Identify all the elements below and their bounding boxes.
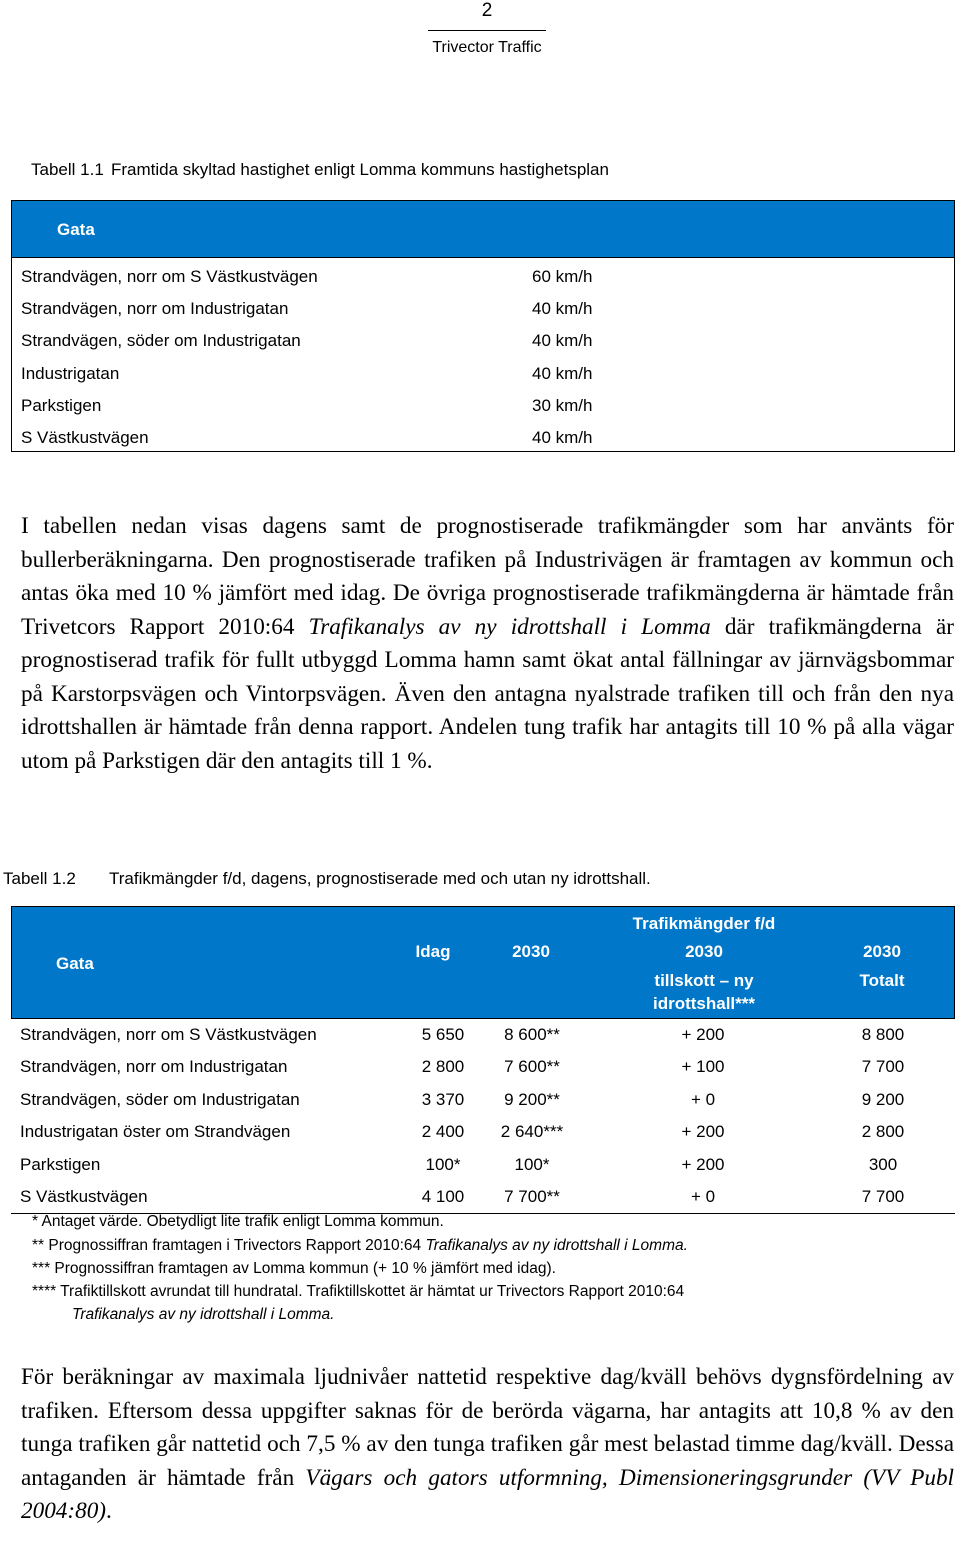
y2030-cell: 2 640*** (500, 1122, 564, 1141)
idag-cell: 5 650 (421, 1025, 465, 1044)
table-row (12, 325, 954, 357)
speed-table-header (12, 201, 954, 258)
footnote-text: ** Prognossiffran framtagen i Trivectors Rapport 2010:64 (32, 1237, 426, 1254)
tillskott-cell: + 200 (681, 1155, 725, 1174)
table2-caption-text: Trafikmängder f/d, dagens, prognostiserade med och utan ny idrottshall. (109, 869, 651, 888)
tillskott-cell: + 200 (681, 1025, 725, 1044)
idag-cell: 3 370 (421, 1090, 465, 1109)
footnote-report-title: Trafikanalys av ny idrottshall i Lomma. (72, 1306, 335, 1323)
column-header-total: Totalt (859, 971, 905, 990)
street-cell: Parkstigen (20, 1155, 101, 1174)
column-header-idag: Idag (415, 942, 451, 961)
footnote-2 (32, 1237, 688, 1255)
total-cell: 2 800 (861, 1122, 905, 1141)
reference-title: Vägars och gators utformning, Dimensioneringsgrunder (VV Publ 2004:80) (21, 1464, 954, 1524)
footnote-3: *** Prognossiffran framtagen av Lomma kommun (+ 10 % jämfört med idag). (32, 1260, 556, 1277)
street-cell: Industrigatan (21, 364, 120, 383)
tillskott-cell: + 0 (690, 1090, 716, 1109)
speed-cell: 40 km/h (532, 364, 593, 383)
street-cell: S Västkustvägen (21, 428, 149, 447)
report-title: Trafikanalys av ny idrottshall i Lomma (308, 613, 711, 640)
street-cell: Strandvägen, norr om S Västkustvägen (21, 267, 318, 286)
table-row (11, 1181, 955, 1213)
table-row (11, 1051, 955, 1083)
total-cell: 7 700 (861, 1187, 905, 1206)
table-row (11, 1149, 955, 1181)
footnote-4: **** Trafiktillskott avrundat till hundratal. Trafiktillskottet är hämtat ur Trivectors Rapport 2010:64 (32, 1283, 685, 1300)
idag-cell: 2 400 (421, 1122, 465, 1141)
y2030-cell: 100* (514, 1155, 550, 1174)
idag-cell: 2 800 (421, 1057, 465, 1076)
street-cell: Strandvägen, norr om Industrigatan (20, 1057, 288, 1076)
speed-cell: 30 km/h (532, 396, 593, 415)
column-header-tillskott-line2: idrottshall*** (652, 994, 756, 1013)
table-row (12, 293, 954, 325)
column-header-2030: 2030 (512, 942, 550, 961)
column-group-header: Trafikmängder f/d (632, 914, 776, 933)
paragraph-text: I tabellen nedan visas dagens samt de prognostiserade trafikmängder som har använts för bullerberäkningarna. Den prognostiserade trafiken på Industrivägen är framtagen av kommun och antas öka med 10 % jämfört med idag. De övriga prognostiserade trafikmängderna är hämtade från Trivetcors Rapport 2010:64 (21, 513, 954, 640)
footnote-report-title: Trafikanalys av ny idrottshall i Lomma. (425, 1237, 688, 1254)
street-cell: S Västkustvägen (20, 1187, 148, 1206)
speed-cell: 40 km/h (532, 428, 593, 447)
total-cell: 9 200 (861, 1090, 905, 1109)
traffic-table-header (11, 906, 955, 1019)
tillskott-cell: + 200 (681, 1122, 725, 1141)
table2-caption-number: Tabell 1.2 (3, 869, 76, 888)
y2030-cell: 7 700** (504, 1187, 560, 1206)
paragraph-text: . (106, 1498, 112, 1524)
table1-caption (31, 160, 609, 180)
table-row (12, 358, 954, 390)
total-cell: 7 700 (861, 1057, 905, 1076)
speed-cell: 60 km/h (532, 267, 593, 286)
paragraph-text: För beräkningar av maximala ljudnivåer nattetid respektive dag/kväll behövs dygnsfördelning av trafiken. Eftersom dessa uppgifter saknas för de berörda vägarna, har antagits att 10,8 % av den tunga trafiken går nattetid och 7,5 % av den tunga trafiken går mest belastad timme dag/kväll. Dessa antaganden är hämtade från (21, 1364, 954, 1491)
street-cell: Strandvägen, norr om Industrigatan (21, 299, 289, 318)
speed-cell: 40 km/h (532, 299, 593, 318)
street-cell: Parkstigen (21, 396, 102, 415)
y2030-cell: 9 200** (504, 1090, 560, 1109)
table-row (12, 422, 954, 454)
speed-table (11, 200, 955, 452)
column-header-gata: Gata (56, 954, 94, 973)
paragraph-text: där trafikmängderna är prognostiserad trafik för fullt utbyggd Lomma hamn samt ökat antal fällningar av järnvägsbommar på Karstorpsvägen och Vintorpsvägen. Även den antagna nyalstrade trafiken till och från den nya idrottshallen är hämtade från denna rapport. Andelen tung trafik har antagits till 10 % på alla vägar utom på Parkstigen där den antagits till 1 %. (21, 613, 954, 774)
body-paragraph-2 (21, 1361, 954, 1529)
table-row (12, 390, 954, 422)
column-header-tillskott-year: 2030 (685, 942, 723, 961)
table1-caption-text: Framtida skyltad hastighet enligt Lomma kommuns hastighetsplan (111, 160, 609, 179)
column-header-gata: Gata (57, 220, 95, 239)
idag-cell: 100* (425, 1155, 461, 1174)
street-cell: Strandvägen, söder om Industrigatan (20, 1090, 300, 1109)
footnote-1: * Antaget värde. Obetydligt lite trafik enligt Lomma kommun. (32, 1213, 444, 1230)
table-row (11, 1116, 955, 1148)
street-cell: Strandvägen, söder om Industrigatan (21, 331, 301, 350)
table-row (11, 1019, 955, 1051)
table-row (12, 261, 954, 293)
tillskott-cell: + 0 (690, 1187, 716, 1206)
idag-cell: 4 100 (421, 1187, 465, 1206)
street-cell: Strandvägen, norr om S Västkustvägen (20, 1025, 317, 1044)
table2-caption (3, 869, 651, 889)
tillskott-cell: + 100 (681, 1057, 725, 1076)
table-row (11, 1084, 955, 1116)
footnote-4-continuation (72, 1306, 334, 1324)
speed-cell: 40 km/h (532, 331, 593, 350)
total-cell: 8 800 (861, 1025, 905, 1044)
total-cell: 300 (868, 1155, 898, 1174)
column-header-tillskott-line1: tillskott – ny (654, 971, 754, 990)
street-cell: Industrigatan öster om Strandvägen (20, 1122, 291, 1141)
header-rule (428, 30, 546, 31)
company-name: Trivector Traffic (432, 39, 542, 56)
page-number: 2 (481, 0, 493, 21)
body-paragraph-1 (21, 510, 954, 778)
y2030-cell: 8 600** (504, 1025, 560, 1044)
column-header-total-year: 2030 (863, 942, 901, 961)
table1-caption-number: Tabell 1.1 (31, 160, 104, 179)
y2030-cell: 7 600** (504, 1057, 560, 1076)
